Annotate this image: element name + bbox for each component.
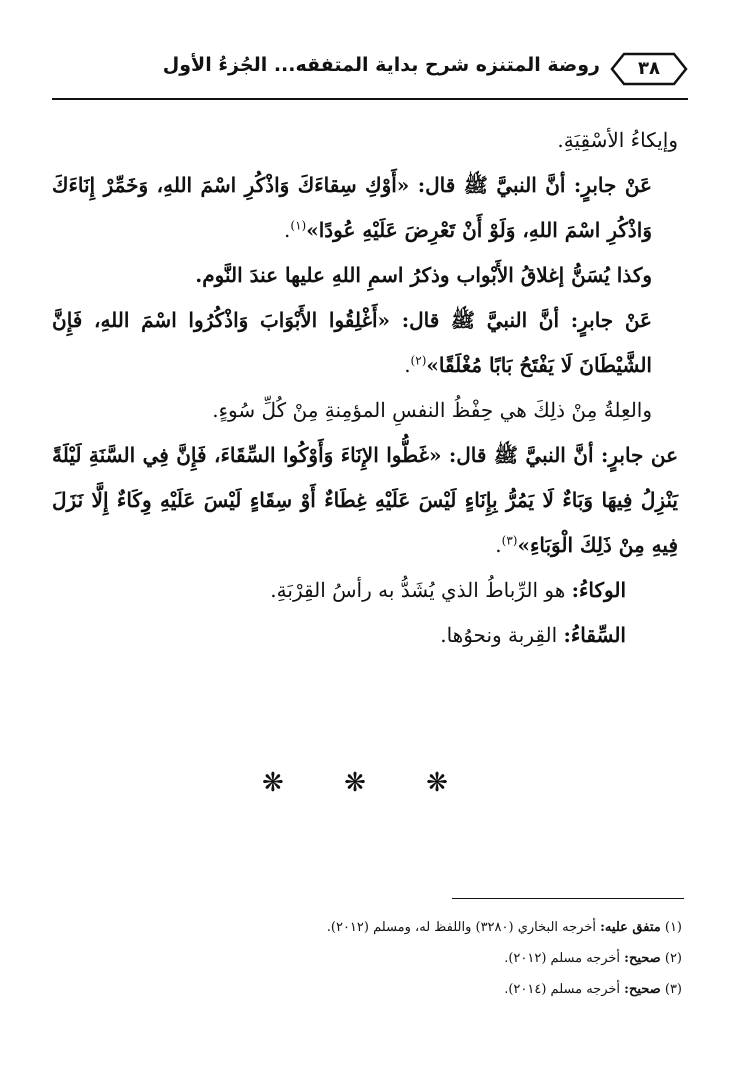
paragraph-5 bbox=[52, 388, 678, 433]
page-number: ٣٨ bbox=[638, 58, 660, 79]
footnote-2-text: أخرجه مسلم (٢٠١٢). bbox=[504, 951, 621, 966]
footnote-ref-1: (١) bbox=[290, 218, 307, 233]
running-title: روضة المتنزه شرح بداية المتفقه... الجُزءُ الأول bbox=[162, 54, 600, 76]
footnote-ref-2: (٢) bbox=[410, 353, 427, 368]
hadith-1-end: . bbox=[284, 218, 291, 242]
footnote-2 bbox=[52, 943, 682, 974]
footnote-1-label: متفق عليه: bbox=[600, 920, 661, 935]
paragraph-1 bbox=[52, 118, 678, 163]
footnote-1-text: أخرجه البخاري (٣٢٨٠) واللفظ له، ومسلم (٢٠١٢). bbox=[326, 920, 596, 935]
paragraph-3 bbox=[52, 253, 678, 298]
footnote-3-num: (٣) bbox=[664, 982, 682, 997]
definition-2-text: القِربة ونحوُها. bbox=[440, 623, 558, 647]
hadith-3 bbox=[52, 433, 678, 568]
footnote-1-num: (١) bbox=[664, 920, 682, 935]
paragraph-5-text: والعِلةُ مِنْ ذلِكَ هي حِفْظُ النفسِ المؤمِنةِ مِنْ كُلِّ سُوءٍ. bbox=[212, 398, 652, 422]
definition-2-term: السِّقاءُ: bbox=[563, 623, 626, 647]
footnote-2-label: صحيح: bbox=[624, 951, 661, 966]
paragraph-1-text: وإيكاءُ الأسْقِيَةِ. bbox=[557, 128, 678, 152]
definition-1-text: هو الرِّباطُ الذي يُشَدُّ به رأسُ القِرْبَةِ. bbox=[270, 578, 566, 602]
hadith-3-end: . bbox=[495, 533, 502, 557]
paragraph-3-text: وكذا يُسَنُّ إغلاقُ الأَبْواب وذكرُ اسمِ اللهِ عليها عندَ النَّوم. bbox=[195, 263, 652, 287]
main-text bbox=[52, 118, 678, 658]
header-rule bbox=[52, 98, 688, 100]
footnote-ref-3: (٣) bbox=[501, 533, 518, 548]
footnote-3 bbox=[52, 974, 682, 1005]
section-divider-stars: ❋ ❋ ❋ bbox=[262, 768, 474, 798]
footnote-1 bbox=[52, 912, 682, 943]
footnote-2-num: (٢) bbox=[664, 951, 682, 966]
footnote-3-text: أخرجه مسلم (٢٠١٤). bbox=[504, 982, 621, 997]
page-number-badge bbox=[610, 52, 688, 86]
definition-1-term: الوكاءُ: bbox=[571, 578, 626, 602]
hadith-3-text: عن جابرٍ: أنَّ النبيَّ ﷺ قال: «غَطُّوا الإِنَاءَ وَأَوْكُوا السِّقَاءَ، فَإِنَّ فِي السَّنَةِ لَيْلَةً يَنْزِلُ فِيهَا وَبَاءٌ لَا يَمُرُّ بِإِنَاءٍ لَيْسَ عَلَيْهِ غِطَاءٌ أَوْ سِقَاءٍ لَيْسَ عَلَيْهِ وِكَاءٌ إِلَّا نَزَلَ فِيهِ مِنْ ذَلِكَ الْوَبَاءِ» bbox=[52, 443, 678, 557]
hadith-2 bbox=[52, 298, 678, 388]
footnote-3-label: صحيح: bbox=[624, 982, 661, 997]
hadith-1-text: عَنْ جابرٍ: أنَّ النبيَّ ﷺ قال: «أَوْكِ سِقاءَكَ وَاذْكُرِ اسْمَ اللهِ، وَخَمِّرْ إِنَاءَكَ وَاذْكُرِ اسْمَ اللهِ، وَلَوْ أَنْ تَعْرِضَ عَلَيْهِ عُودًا» bbox=[52, 173, 652, 242]
definition-2 bbox=[52, 613, 678, 658]
footnotes bbox=[52, 912, 682, 1005]
definition-1 bbox=[52, 568, 678, 613]
page-header bbox=[52, 52, 688, 92]
hadith-2-end: . bbox=[404, 353, 411, 377]
footnote-rule bbox=[452, 898, 684, 899]
hadith-1 bbox=[52, 163, 678, 253]
hadith-2-text: عَنْ جابرٍ: أنَّ النبيَّ ﷺ قال: «أَغْلِقُوا الأَبْوَابَ وَاذْكُرُوا اسْمَ اللهِ، فَإِنَّ الشَّيْطَانَ لَا يَفْتَحُ بَابًا مُغْلَقًا» bbox=[52, 308, 652, 377]
